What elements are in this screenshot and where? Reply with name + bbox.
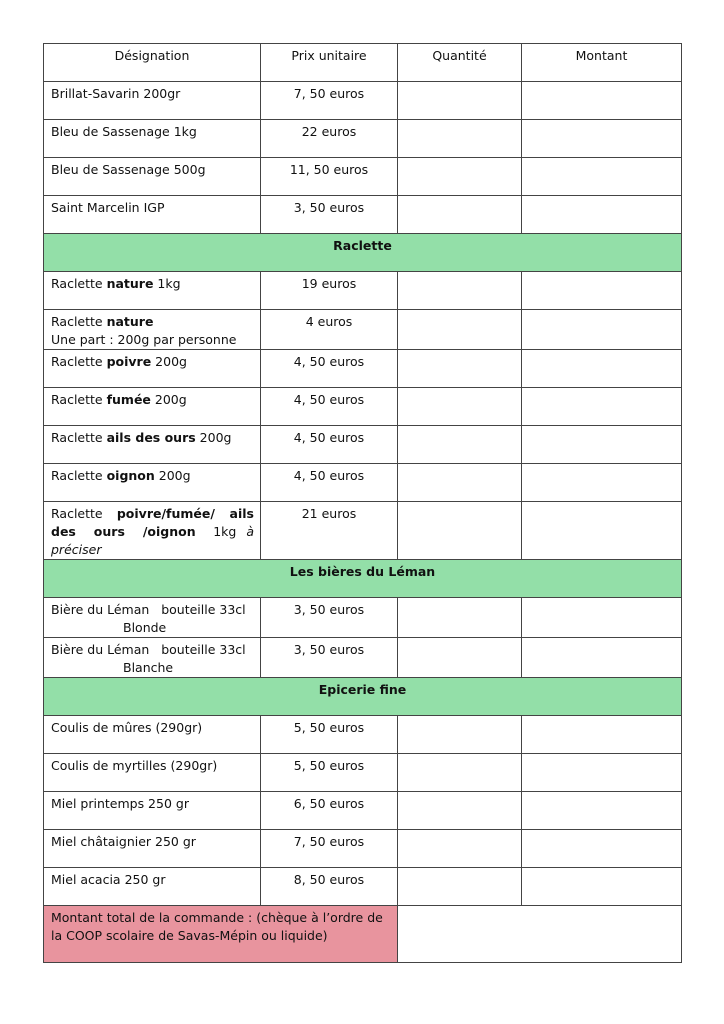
- item-designation: Raclette poivre/fumée/ ails des ours /oignon 1kg à préciser: [44, 502, 261, 560]
- quantity-cell[interactable]: [398, 598, 522, 638]
- amount-cell[interactable]: [522, 464, 682, 502]
- item-price: 6, 50 euros: [261, 792, 398, 830]
- header-unit-price: Prix unitaire: [261, 44, 398, 82]
- table-row: [44, 716, 682, 754]
- quantity-cell[interactable]: [398, 388, 522, 426]
- amount-cell[interactable]: [522, 868, 682, 906]
- section-header-row: [44, 234, 682, 272]
- table-row: [44, 868, 682, 906]
- item-designation: Raclette nature 1kg: [44, 272, 261, 310]
- item-designation: Brillat-Savarin 200gr: [44, 82, 261, 120]
- table-row: [44, 158, 682, 196]
- quantity-cell[interactable]: [398, 82, 522, 120]
- amount-cell[interactable]: [522, 716, 682, 754]
- quantity-cell[interactable]: [398, 792, 522, 830]
- item-price: 4, 50 euros: [261, 350, 398, 388]
- amount-cell[interactable]: [522, 310, 682, 350]
- table-row: [44, 502, 682, 560]
- header-row: [44, 44, 682, 82]
- item-price: 4, 50 euros: [261, 464, 398, 502]
- quantity-cell[interactable]: [398, 868, 522, 906]
- item-price: 5, 50 euros: [261, 754, 398, 792]
- item-designation: Bleu de Sassenage 500g: [44, 158, 261, 196]
- amount-cell[interactable]: [522, 638, 682, 678]
- item-designation: Saint Marcelin IGP: [44, 196, 261, 234]
- table-row: [44, 792, 682, 830]
- quantity-cell[interactable]: [398, 120, 522, 158]
- item-price: 7, 50 euros: [261, 82, 398, 120]
- item-price: 5, 50 euros: [261, 716, 398, 754]
- total-amount-cell[interactable]: [398, 906, 682, 963]
- table-row: [44, 388, 682, 426]
- quantity-cell[interactable]: [398, 502, 522, 560]
- table-row: [44, 754, 682, 792]
- table-row: [44, 638, 682, 678]
- total-label: Montant total de la commande : (chèque à l’ordre de la COOP scolaire de Savas-Mépin ou liquide): [44, 906, 398, 963]
- quantity-cell[interactable]: [398, 196, 522, 234]
- section-title-epicerie: Epicerie fine: [44, 678, 682, 716]
- item-designation: Bleu de Sassenage 1kg: [44, 120, 261, 158]
- amount-cell[interactable]: [522, 120, 682, 158]
- amount-cell[interactable]: [522, 754, 682, 792]
- item-price: 3, 50 euros: [261, 196, 398, 234]
- item-designation: Miel châtaignier 250 gr: [44, 830, 261, 868]
- item-price: 4, 50 euros: [261, 388, 398, 426]
- quantity-cell[interactable]: [398, 350, 522, 388]
- amount-cell[interactable]: [522, 272, 682, 310]
- quantity-cell[interactable]: [398, 158, 522, 196]
- item-price: 11, 50 euros: [261, 158, 398, 196]
- quantity-cell[interactable]: [398, 754, 522, 792]
- item-price: 21 euros: [261, 502, 398, 560]
- table-row: [44, 82, 682, 120]
- item-designation: Coulis de myrtilles (290gr): [44, 754, 261, 792]
- amount-cell[interactable]: [522, 388, 682, 426]
- amount-cell[interactable]: [522, 830, 682, 868]
- table-row: [44, 830, 682, 868]
- quantity-cell[interactable]: [398, 272, 522, 310]
- section-title-raclette: Raclette: [44, 234, 682, 272]
- item-designation: Bière du Léman bouteille 33cl Blonde: [44, 598, 261, 638]
- item-price: 3, 50 euros: [261, 598, 398, 638]
- header-quantity: Quantité: [398, 44, 522, 82]
- table-row: [44, 272, 682, 310]
- item-designation: Raclette ails des ours 200g: [44, 426, 261, 464]
- item-designation: Raclette oignon 200g: [44, 464, 261, 502]
- table-row: [44, 196, 682, 234]
- section-header-row: [44, 678, 682, 716]
- total-row: [44, 906, 682, 963]
- item-designation: Raclette fumée 200g: [44, 388, 261, 426]
- amount-cell[interactable]: [522, 350, 682, 388]
- item-designation: Miel acacia 250 gr: [44, 868, 261, 906]
- section-header-row: [44, 560, 682, 598]
- item-price: 4, 50 euros: [261, 426, 398, 464]
- section-title-bieres: Les bières du Léman: [44, 560, 682, 598]
- amount-cell[interactable]: [522, 792, 682, 830]
- table-row: [44, 598, 682, 638]
- amount-cell[interactable]: [522, 158, 682, 196]
- amount-cell[interactable]: [522, 196, 682, 234]
- item-price: 4 euros: [261, 310, 398, 350]
- order-form-table: [43, 43, 682, 963]
- header-amount: Montant: [522, 44, 682, 82]
- quantity-cell[interactable]: [398, 716, 522, 754]
- table-row: [44, 426, 682, 464]
- item-price: 19 euros: [261, 272, 398, 310]
- amount-cell[interactable]: [522, 502, 682, 560]
- item-designation: Miel printemps 250 gr: [44, 792, 261, 830]
- header-designation: Désignation: [44, 44, 261, 82]
- table-row: [44, 310, 682, 350]
- quantity-cell[interactable]: [398, 464, 522, 502]
- item-price: 22 euros: [261, 120, 398, 158]
- table-row: [44, 464, 682, 502]
- item-price: 3, 50 euros: [261, 638, 398, 678]
- quantity-cell[interactable]: [398, 638, 522, 678]
- quantity-cell[interactable]: [398, 310, 522, 350]
- table-row: [44, 120, 682, 158]
- item-price: 7, 50 euros: [261, 830, 398, 868]
- amount-cell[interactable]: [522, 598, 682, 638]
- item-designation: Bière du Léman bouteille 33cl Blanche: [44, 638, 261, 678]
- item-designation: Coulis de mûres (290gr): [44, 716, 261, 754]
- amount-cell[interactable]: [522, 426, 682, 464]
- item-designation: Raclette poivre 200g: [44, 350, 261, 388]
- table-row: [44, 350, 682, 388]
- item-designation: Raclette nature Une part : 200g par personne: [44, 310, 261, 350]
- item-price: 8, 50 euros: [261, 868, 398, 906]
- amount-cell[interactable]: [522, 82, 682, 120]
- quantity-cell[interactable]: [398, 830, 522, 868]
- quantity-cell[interactable]: [398, 426, 522, 464]
